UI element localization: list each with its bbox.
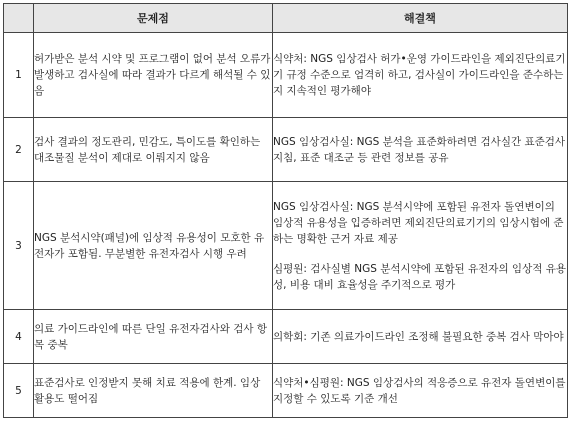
row-number: 3 (4, 182, 34, 310)
table-row (4, 310, 568, 364)
solution-cell (273, 310, 568, 364)
solution-text: NGS 임상검사실: NGS 분석을 표준화하려면 검사실간 표준검사 지침, 표준 대조군 등 관련 정보를 공유 (273, 135, 566, 164)
solution-cell (273, 118, 568, 182)
problem-text: NGS 분석시약(패널)에 임상적 유용성이 모호한 유전자가 포함됨. 무분별한 유전자검사 시행 우려 (34, 231, 265, 260)
solution-cell (273, 364, 568, 418)
solution-cell (273, 33, 568, 118)
solution-text: 식약처•심평원: NGS 임상검사의 적응증으로 유전자 돌연변이를 지정할 수 있도록 기준 개선 (273, 376, 566, 405)
problem-cell (34, 33, 273, 118)
problem-cell (34, 182, 273, 310)
problem-text: 검사 결과의 정도관리, 민감도, 특이도를 확인하는 대조물질 분석이 제대로 이뤄지지 않음 (34, 135, 261, 164)
header-problem: 문제점 (34, 4, 273, 33)
header-number (4, 4, 34, 33)
table-header-row (4, 4, 568, 33)
row-number: 1 (4, 33, 34, 118)
header-solution: 해결책 (273, 4, 568, 33)
table-row (4, 182, 568, 310)
table-row (4, 364, 568, 418)
row-number: 5 (4, 364, 34, 418)
solution-text-secondary: 심평원: 검사실별 NGS 분석시약에 포함된 유전자의 임상적 유용성, 비용 대비 효율성을 주기적으로 평가 (273, 262, 566, 291)
problem-cell (34, 118, 273, 182)
solution-text: NGS 임상검사실: NGS 분석시약에 포함된 유전자 돌연변이의 임상적 유용성을 입증하려면 제외진단의료기기의 임상시험에 준하는 명확한 근거 자료 제공 (273, 200, 564, 245)
problem-cell (34, 364, 273, 418)
problem-text: 의료 가이드라인에 따른 단일 유전자검사와 검사 항목 중복 (34, 322, 268, 351)
problem-text: 표준검사로 인정받지 못해 치료 적용에 한계. 임상 활용도 떨어짐 (34, 376, 261, 405)
row-number: 4 (4, 310, 34, 364)
problem-text: 허가받은 분석 시약 및 프로그램이 없어 분석 오류가 발생하고 검사실에 따라 결과가 다르게 해석될 수 있음 (34, 53, 271, 97)
solution-cell (273, 182, 568, 310)
solution-text: 의학회: 기존 의료가이드라인 조정해 불필요한 중복 검사 막아야 (273, 330, 564, 343)
table-row (4, 118, 568, 182)
ngs-issues-table (3, 3, 568, 418)
table-row (4, 33, 568, 118)
row-number: 2 (4, 118, 34, 182)
solution-text: 식약처: NGS 임상검사 허가•운영 가이드라인을 제외진단의료기기 규정 수준으로 엄격히 하고, 검사실이 가이드라인을 준수하는지 지속적인 평가해야 (273, 53, 566, 97)
problem-cell (34, 310, 273, 364)
